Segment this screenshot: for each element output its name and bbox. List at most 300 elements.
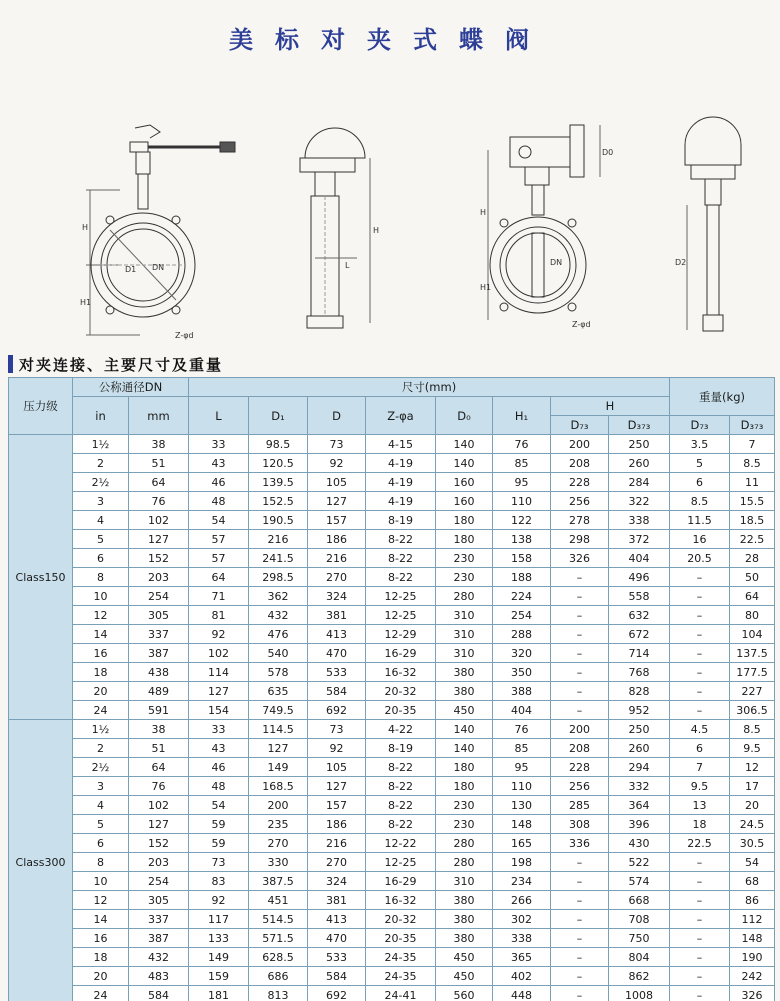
table-cell: 228 (551, 473, 609, 492)
label-h1-gear: H1 (480, 283, 492, 292)
table-cell: – (551, 663, 609, 682)
table-cell: 133 (189, 929, 249, 948)
table-cell: 38 (129, 435, 189, 454)
table-cell: 260 (609, 454, 670, 473)
table-cell: 38 (129, 720, 189, 739)
table-row (9, 511, 775, 530)
table-cell: – (551, 568, 609, 587)
table-row (9, 663, 775, 682)
table-cell: 14 (73, 910, 129, 929)
table-cell: – (551, 853, 609, 872)
table-cell: 4-19 (366, 492, 436, 511)
table-cell: 558 (609, 587, 670, 606)
table-cell: 177.5 (730, 663, 775, 682)
table-cell: – (670, 606, 730, 625)
table-cell: 102 (129, 511, 189, 530)
table-cell: 200 (551, 720, 609, 739)
table-cell: 540 (249, 644, 308, 663)
table-cell: – (670, 872, 730, 891)
table-cell: – (551, 967, 609, 986)
table-cell: 308 (551, 815, 609, 834)
table-cell: 489 (129, 682, 189, 701)
table-cell: 16-29 (366, 872, 436, 891)
table-cell: 86 (730, 891, 775, 910)
table-cell: 64 (730, 587, 775, 606)
table-cell: 4-19 (366, 454, 436, 473)
table-row (9, 986, 775, 1001)
table-cell: 83 (189, 872, 249, 891)
label-d2: D2 (675, 258, 687, 267)
table-cell: 14 (73, 625, 129, 644)
table-cell: 102 (189, 644, 249, 663)
table-cell: 584 (129, 986, 189, 1001)
table-row (9, 644, 775, 663)
table-cell: – (551, 644, 609, 663)
header-pressure-class: 压力级 (9, 378, 73, 435)
table-cell: – (551, 948, 609, 967)
table-cell: 230 (436, 568, 493, 587)
table-cell: 12-25 (366, 853, 436, 872)
table-row (9, 872, 775, 891)
table-cell: 122 (493, 511, 551, 530)
table-cell: 337 (129, 910, 189, 929)
table-cell: 127 (129, 530, 189, 549)
table-cell: 18.5 (730, 511, 775, 530)
table-cell: 48 (189, 492, 249, 511)
table-cell: – (551, 625, 609, 644)
table-cell: 483 (129, 967, 189, 986)
table-cell: 270 (249, 834, 308, 853)
table-cell: 165 (493, 834, 551, 853)
table-row (9, 549, 775, 568)
table-row (9, 606, 775, 625)
table-cell: 260 (609, 739, 670, 758)
table-cell: 380 (436, 891, 493, 910)
spec-table (8, 377, 775, 1001)
table-row (9, 435, 775, 454)
table-cell: 8-22 (366, 568, 436, 587)
label-l: L (345, 261, 350, 270)
table-cell: 114.5 (249, 720, 308, 739)
table-cell: 140 (436, 454, 493, 473)
table-cell: 1½ (73, 435, 129, 454)
table-cell: 6 (670, 739, 730, 758)
table-cell: 708 (609, 910, 670, 929)
table-cell: – (670, 701, 730, 720)
table-row (9, 815, 775, 834)
table-row (9, 758, 775, 777)
table-cell: – (551, 891, 609, 910)
table-cell: 20.5 (670, 549, 730, 568)
table-cell: 148 (730, 929, 775, 948)
table-cell: 227 (730, 682, 775, 701)
table-cell: 250 (609, 435, 670, 454)
table-cell: 7 (730, 435, 775, 454)
table-cell: – (670, 625, 730, 644)
table-cell: 380 (436, 682, 493, 701)
table-cell: 298.5 (249, 568, 308, 587)
table-cell: 92 (308, 454, 366, 473)
table-cell: 43 (189, 739, 249, 758)
table-cell: 140 (436, 720, 493, 739)
table-cell: 46 (189, 473, 249, 492)
table-cell: 326 (730, 986, 775, 1001)
table-row (9, 682, 775, 701)
table-cell: 73 (308, 435, 366, 454)
label-h-side: H (373, 226, 380, 235)
pressure-class-cell: Class300 (9, 720, 73, 1001)
table-cell: 110 (493, 777, 551, 796)
table-cell: 13 (670, 796, 730, 815)
table-cell: 3 (73, 777, 129, 796)
table-cell: 285 (551, 796, 609, 815)
gear-valve-profile-drawing (665, 115, 765, 340)
table-cell: 668 (609, 891, 670, 910)
table-row (9, 701, 775, 720)
table-cell: 24.5 (730, 815, 775, 834)
table-cell: – (670, 663, 730, 682)
table-cell: 324 (308, 872, 366, 891)
table-cell: 203 (129, 568, 189, 587)
table-row (9, 910, 775, 929)
table-cell: 584 (308, 967, 366, 986)
table-cell: 140 (436, 435, 493, 454)
table-cell: 22.5 (730, 530, 775, 549)
table-cell: 270 (308, 853, 366, 872)
table-cell: 8 (73, 853, 129, 872)
table-cell: 54 (189, 511, 249, 530)
table-cell: 432 (129, 948, 189, 967)
table-cell: 4 (73, 511, 129, 530)
table-cell: 828 (609, 682, 670, 701)
table-cell: 76 (129, 777, 189, 796)
table-cell: 4-19 (366, 473, 436, 492)
table-cell: 305 (129, 891, 189, 910)
section-title: 对夹连接、主要尺寸及重量 (19, 355, 224, 374)
table-row (9, 948, 775, 967)
table-cell: 574 (609, 872, 670, 891)
table-cell: 20-35 (366, 701, 436, 720)
table-cell: 228 (551, 758, 609, 777)
table-cell: 224 (493, 587, 551, 606)
table-cell: 159 (189, 967, 249, 986)
table-cell: 64 (129, 758, 189, 777)
table-row (9, 720, 775, 739)
table-cell: 64 (129, 473, 189, 492)
table-cell: 330 (249, 853, 308, 872)
table-cell: 15.5 (730, 492, 775, 511)
table-row (9, 891, 775, 910)
table-cell: 104 (730, 625, 775, 644)
table-cell: 5 (73, 530, 129, 549)
table-cell: 270 (308, 568, 366, 587)
table-cell: 54 (189, 796, 249, 815)
table-cell: 5 (670, 454, 730, 473)
table-cell: 76 (129, 492, 189, 511)
label-dn-gear: DN (550, 258, 563, 267)
table-cell: 64 (189, 568, 249, 587)
table-cell: 305 (129, 606, 189, 625)
table-cell: 12-25 (366, 606, 436, 625)
table-cell: 560 (436, 986, 493, 1001)
table-cell: 181 (189, 986, 249, 1001)
table-cell: 114 (189, 663, 249, 682)
table-cell: 8.5 (730, 720, 775, 739)
table-cell: 17 (730, 777, 775, 796)
table-cell: 8-19 (366, 739, 436, 758)
table-cell: 200 (551, 435, 609, 454)
table-cell: 180 (436, 530, 493, 549)
table-cell: 230 (436, 796, 493, 815)
table-cell: 6 (670, 473, 730, 492)
table-cell: 30.5 (730, 834, 775, 853)
table-cell: – (670, 568, 730, 587)
table-cell: 8-22 (366, 796, 436, 815)
table-cell: 692 (308, 986, 366, 1001)
table-cell: 186 (308, 530, 366, 549)
table-cell: 8-22 (366, 815, 436, 834)
pressure-class-cell: Class150 (9, 435, 73, 720)
table-cell: 105 (308, 758, 366, 777)
table-cell: 862 (609, 967, 670, 986)
table-cell: 127 (249, 739, 308, 758)
table-cell: 180 (436, 777, 493, 796)
table-cell: 8-22 (366, 758, 436, 777)
table-cell: 533 (308, 663, 366, 682)
header-h1: H₁ (493, 397, 551, 435)
table-cell: – (551, 910, 609, 929)
table-row (9, 587, 775, 606)
header-d1: D₁ (249, 397, 308, 435)
table-cell: 73 (308, 720, 366, 739)
table-cell: 714 (609, 644, 670, 663)
table-cell: 396 (609, 815, 670, 834)
table-cell: 242 (730, 967, 775, 986)
table-cell: 16 (670, 530, 730, 549)
table-cell: 180 (436, 511, 493, 530)
table-cell: 11 (730, 473, 775, 492)
header-d0: D₀ (436, 397, 493, 435)
table-cell: 95 (493, 473, 551, 492)
table-cell: 200 (249, 796, 308, 815)
table-cell: 310 (436, 872, 493, 891)
table-cell: 158 (493, 549, 551, 568)
table-cell: 448 (493, 986, 551, 1001)
table-cell: 10 (73, 872, 129, 891)
table-cell: 120.5 (249, 454, 308, 473)
table-cell: 105 (308, 473, 366, 492)
table-cell: 380 (436, 910, 493, 929)
table-cell: 43 (189, 454, 249, 473)
gear-valve-side-drawing (285, 118, 395, 343)
table-cell: 12-25 (366, 587, 436, 606)
table-cell: 190.5 (249, 511, 308, 530)
table-cell: 198 (493, 853, 551, 872)
table-cell: 2½ (73, 473, 129, 492)
table-row (9, 739, 775, 758)
table-cell: 294 (609, 758, 670, 777)
table-cell: 5 (73, 815, 129, 834)
table-cell: 256 (551, 777, 609, 796)
table-cell: 18 (73, 663, 129, 682)
table-cell: 18 (670, 815, 730, 834)
table-cell: 16 (73, 929, 129, 948)
table-cell: 16-29 (366, 644, 436, 663)
header-h: H (551, 397, 670, 416)
table-cell: 140 (436, 739, 493, 758)
table-cell: 584 (308, 682, 366, 701)
table-cell: 157 (308, 796, 366, 815)
table-cell: 402 (493, 967, 551, 986)
table-cell: 138 (493, 530, 551, 549)
table-row (9, 967, 775, 986)
table-cell: 430 (609, 834, 670, 853)
table-cell: 98.5 (249, 435, 308, 454)
table-cell: 404 (493, 701, 551, 720)
label-h: H (82, 223, 89, 232)
table-cell: 380 (436, 663, 493, 682)
table-cell: 28 (730, 549, 775, 568)
table-cell: 280 (436, 853, 493, 872)
table-cell: 12-29 (366, 625, 436, 644)
table-cell: 33 (189, 435, 249, 454)
table-cell: 3.5 (670, 435, 730, 454)
table-cell: 12 (73, 606, 129, 625)
table-row (9, 568, 775, 587)
table-cell: 322 (609, 492, 670, 511)
table-cell: 188 (493, 568, 551, 587)
table-cell: 4-22 (366, 720, 436, 739)
table-cell: 216 (249, 530, 308, 549)
table-cell: – (670, 587, 730, 606)
table-cell: 208 (551, 454, 609, 473)
table-cell: 514.5 (249, 910, 308, 929)
table-cell: – (670, 967, 730, 986)
table-cell: 4-15 (366, 435, 436, 454)
table-cell: 160 (436, 492, 493, 511)
table-cell: 266 (493, 891, 551, 910)
table-cell: 533 (308, 948, 366, 967)
table-cell: 6 (73, 549, 129, 568)
table-cell: 127 (189, 682, 249, 701)
table-cell: 24 (73, 701, 129, 720)
table-cell: 1½ (73, 720, 129, 739)
table-cell: 256 (551, 492, 609, 511)
section-heading (8, 353, 223, 375)
label-bolt: Z-φd (175, 331, 194, 340)
table-cell: 632 (609, 606, 670, 625)
table-cell: 57 (189, 530, 249, 549)
table-cell: 324 (308, 587, 366, 606)
table-cell: 635 (249, 682, 308, 701)
label-h-gear: H (480, 208, 487, 217)
valve-drawings (60, 100, 780, 350)
table-cell: 71 (189, 587, 249, 606)
table-cell: 180 (436, 758, 493, 777)
table-cell: 496 (609, 568, 670, 587)
table-cell: 591 (129, 701, 189, 720)
table-cell: – (670, 986, 730, 1001)
table-cell: 85 (493, 454, 551, 473)
table-cell: 338 (609, 511, 670, 530)
table-cell: 12 (73, 891, 129, 910)
header-l: L (189, 397, 249, 435)
table-cell: 310 (436, 606, 493, 625)
header-mm: mm (129, 397, 189, 435)
table-cell: 350 (493, 663, 551, 682)
table-cell: 168.5 (249, 777, 308, 796)
table-cell: 310 (436, 625, 493, 644)
table-cell: 230 (436, 549, 493, 568)
table-cell: 450 (436, 948, 493, 967)
table-cell: 20 (730, 796, 775, 815)
table-cell: 110 (493, 492, 551, 511)
table-cell: 280 (436, 834, 493, 853)
table-cell: 2½ (73, 758, 129, 777)
table-cell: 16 (73, 644, 129, 663)
table-cell: 332 (609, 777, 670, 796)
table-cell: – (670, 682, 730, 701)
table-cell: 127 (129, 815, 189, 834)
table-cell: 338 (493, 929, 551, 948)
table-cell: 76 (493, 720, 551, 739)
table-cell: 73 (189, 853, 249, 872)
table-cell: 9.5 (670, 777, 730, 796)
header-weight: 重量(kg) (670, 378, 775, 416)
header-nominal-dn: 公称通径DN (73, 378, 189, 397)
table-cell: 8 (73, 568, 129, 587)
table-row (9, 625, 775, 644)
table-cell: 137.5 (730, 644, 775, 663)
section-marker (8, 355, 13, 373)
table-cell: 22.5 (670, 834, 730, 853)
table-cell: 241.5 (249, 549, 308, 568)
table-cell: 8.5 (730, 454, 775, 473)
lever-valve-front-drawing (80, 120, 240, 345)
table-cell: 571.5 (249, 929, 308, 948)
table-cell: 6 (73, 834, 129, 853)
table-cell: 302 (493, 910, 551, 929)
table-cell: – (551, 606, 609, 625)
table-cell: 432 (249, 606, 308, 625)
table-cell: 451 (249, 891, 308, 910)
table-cell: 298 (551, 530, 609, 549)
table-cell: 628.5 (249, 948, 308, 967)
table-cell: 8-22 (366, 530, 436, 549)
page-title: 美标对夹式蝶阀 (229, 26, 551, 54)
table-cell: 749.5 (249, 701, 308, 720)
table-cell: 127 (308, 492, 366, 511)
table-cell: 404 (609, 549, 670, 568)
table-cell: 387 (129, 644, 189, 663)
table-cell: 59 (189, 834, 249, 853)
table-cell: 80 (730, 606, 775, 625)
table-row (9, 796, 775, 815)
label-dn: DN (152, 263, 165, 272)
table-row (9, 929, 775, 948)
table-cell: 413 (308, 910, 366, 929)
table-cell: 81 (189, 606, 249, 625)
table-cell: 254 (493, 606, 551, 625)
table-cell: 234 (493, 872, 551, 891)
table-cell: 68 (730, 872, 775, 891)
table-cell: 952 (609, 701, 670, 720)
table-cell: 2 (73, 454, 129, 473)
header-h-d373: D₃₇₃ (609, 416, 670, 435)
table-cell: 92 (189, 625, 249, 644)
table-cell: – (670, 644, 730, 663)
table-cell: 18 (73, 948, 129, 967)
